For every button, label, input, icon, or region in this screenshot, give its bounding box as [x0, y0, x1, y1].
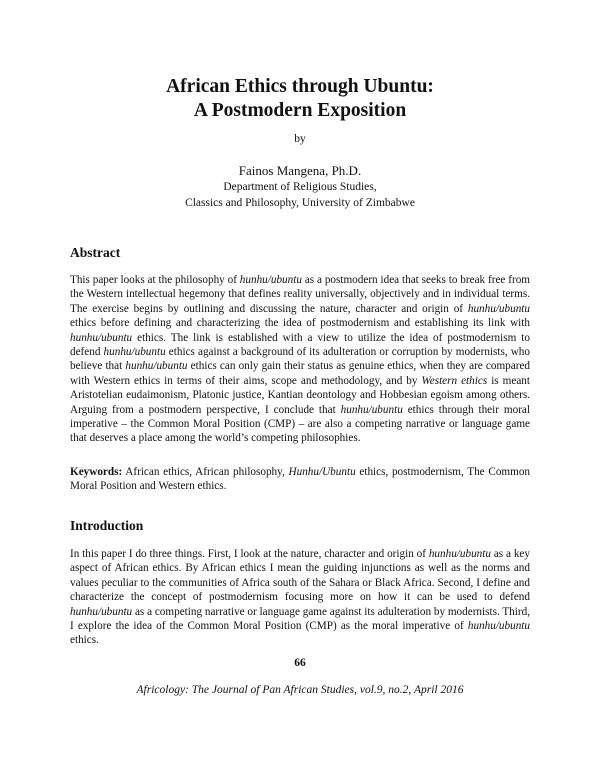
journal-footer: Africology: The Journal of Pan African Studies, vol.9, no.2, April 2016 [136, 684, 464, 696]
paper-title [0, 75, 600, 123]
text-run: ethics, postmodernism, The Common Moral Position and Western ethics. [70, 466, 531, 493]
text-run: as a key aspect of African ethics. By African ethics I mean the guiding injunctions as well as the norms and values peculiar to the communities of Africa south of the Sahara or Black Africa. Second, I define and characterize the concept of postmodernism focusing more on how it can be used to defend [70, 548, 530, 604]
text-run: ethics. The link is established with a view to utilize the idea of postmodernism to defend [70, 331, 530, 359]
keywords-text [70, 466, 530, 492]
italic-term: Hunhu/Ubuntu [288, 466, 356, 478]
italic-term: Western ethics [421, 374, 488, 387]
affiliation-line-1: Department of Religious Studies, [223, 181, 377, 193]
introduction-heading: Introduction [70, 518, 144, 533]
italic-term: hunhu/ubuntu [467, 302, 530, 315]
keywords-paragraph [70, 465, 530, 494]
text-run: ethics before defining and characterizing the idea of postmodernism and establishing its link with [70, 317, 530, 330]
introduction-paragraph [70, 547, 530, 648]
text-run: In this paper I do three things. First, I look at the nature, character and origin of [70, 548, 429, 560]
text-run: as a postmodern idea that seeks to break free from the Western intellectual hegemony that defines reality universally, objectively and in individual terms. The exercise begins by outlining and discussing the nature, character and origin of [70, 274, 530, 315]
page-number: 66 [294, 657, 306, 669]
italic-term: hunhu/ubuntu [70, 605, 133, 618]
text-run: African ethics, African philosophy, [122, 466, 289, 478]
abstract-heading: Abstract [70, 245, 121, 260]
italic-term: hunhu/ubuntu [125, 360, 188, 373]
title-line-1: African Ethics through Ubuntu: [166, 76, 434, 97]
italic-term: hunhu/ubuntu [428, 548, 491, 560]
text-run: ethics. [70, 634, 99, 647]
text-run: This paper looks at the philosophy of [70, 274, 240, 286]
author-affiliation [0, 179, 600, 211]
italic-term: hunhu/ubuntu [467, 620, 530, 633]
italic-term: hunhu/ubuntu [239, 274, 302, 286]
byline-by: by [294, 133, 306, 145]
text-run: is meant Aristotelian eudaimonism, Platonic justice, Kantian deontology and Hobbesian egoism among others. Arguing from a postmodern perspective, I conclude that [70, 374, 530, 416]
text-run: ethics against a background of its adulteration or corruption by modernists, who believe that [70, 346, 530, 373]
text-run: ethics through their moral imperative – the Common Moral Position (CMP) – are also a competing narrative or language game that deserves a place among the world’s competing philosophies. [70, 403, 530, 445]
title-line-2: A Postmodern Exposition [193, 100, 407, 121]
italic-term: hunhu/ubuntu [103, 346, 166, 359]
author-name: Fainos Mangena, Ph.D. [238, 163, 362, 178]
text-run: ethics can only gain their status as genuine ethics, when they are compared with Western ethics in terms of their aims, scope and methodology, and by [70, 360, 531, 387]
abstract-paragraph [70, 273, 530, 446]
affiliation-line-2: Classics and Philosophy, University of Zimbabwe [185, 197, 415, 209]
text-run: as a competing narrative or language game against its adulteration by modernists. Third, I explore the idea of the Common Moral Position (CMP) as the moral imperative of [70, 605, 530, 633]
keywords-label: Keywords: [70, 466, 123, 478]
italic-term: hunhu/ubuntu [340, 403, 403, 416]
italic-term: hunhu/ubuntu [70, 331, 133, 344]
